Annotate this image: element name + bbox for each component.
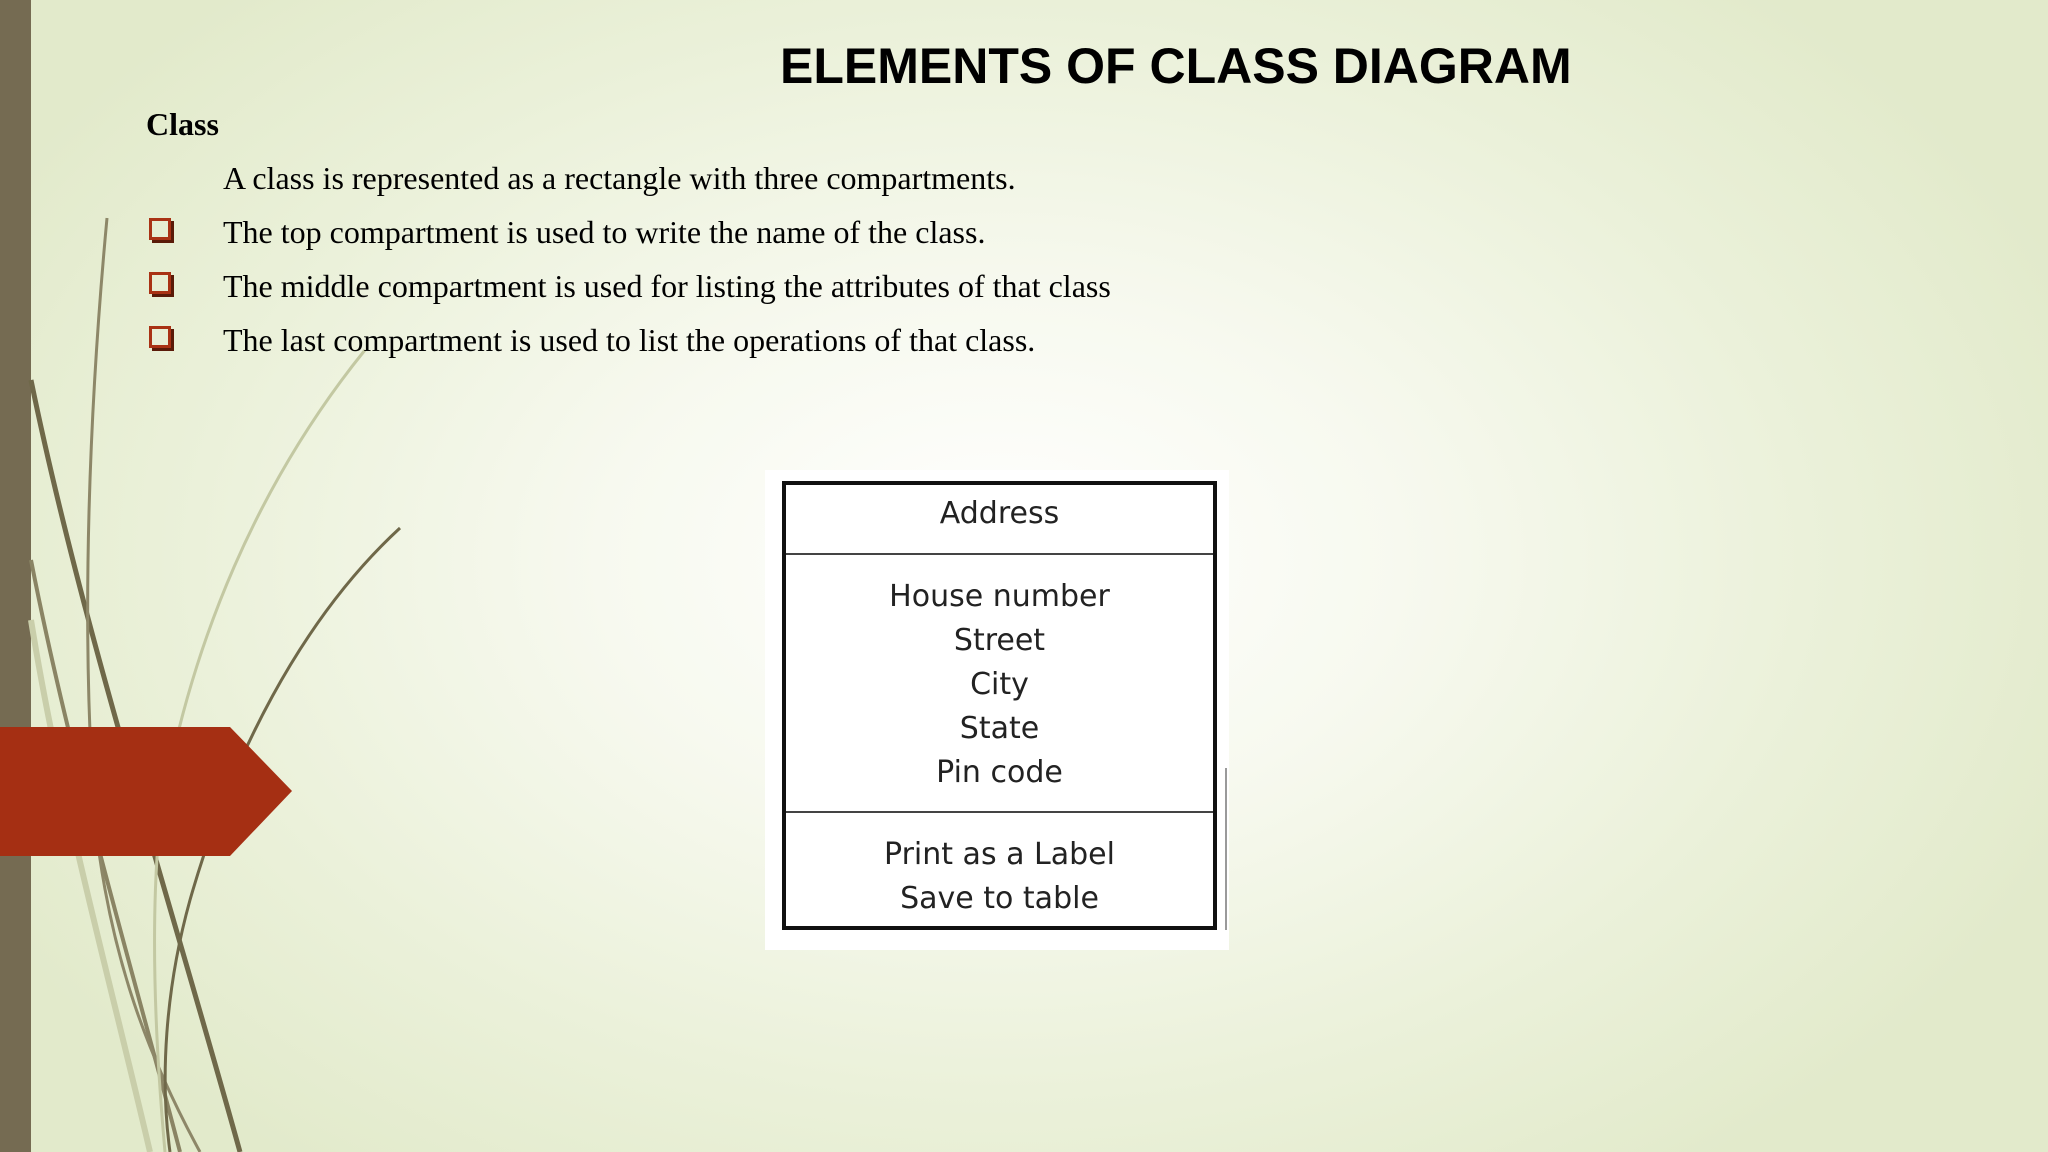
attribute-item: City — [970, 667, 1029, 702]
operation-item: Save to table — [900, 881, 1099, 916]
attribute-item: State — [959, 711, 1040, 746]
class-name-compartment — [786, 485, 1213, 555]
hollow-square-bullet-icon — [149, 326, 171, 348]
operations-compartment — [786, 813, 1213, 930]
operation-item: Print as a Label — [884, 837, 1115, 872]
slide-title: ELEMENTS OF CLASS DIAGRAM — [780, 38, 1572, 94]
diagram-edge-line — [1225, 768, 1227, 930]
uml-class-box — [782, 481, 1217, 930]
attribute-item: Street — [953, 623, 1046, 658]
bullet-text: The top compartment is used to write the name of the class. — [223, 214, 986, 250]
bullet-text: The last compartment is used to list the operations of that class. — [223, 322, 1036, 358]
hollow-square-bullet-icon — [149, 272, 171, 294]
intro-text: A class is represented as a rectangle with three compartments. — [223, 160, 1016, 196]
section-heading: Class — [146, 106, 219, 142]
bullet-text: The middle compartment is used for listing the attributes of that class — [223, 268, 1111, 304]
attribute-item: Pin code — [936, 755, 1063, 790]
attribute-item: House number — [889, 579, 1110, 614]
class-name: Address — [939, 496, 1060, 531]
hollow-square-bullet-icon — [149, 218, 171, 240]
attributes-compartment — [786, 555, 1213, 813]
